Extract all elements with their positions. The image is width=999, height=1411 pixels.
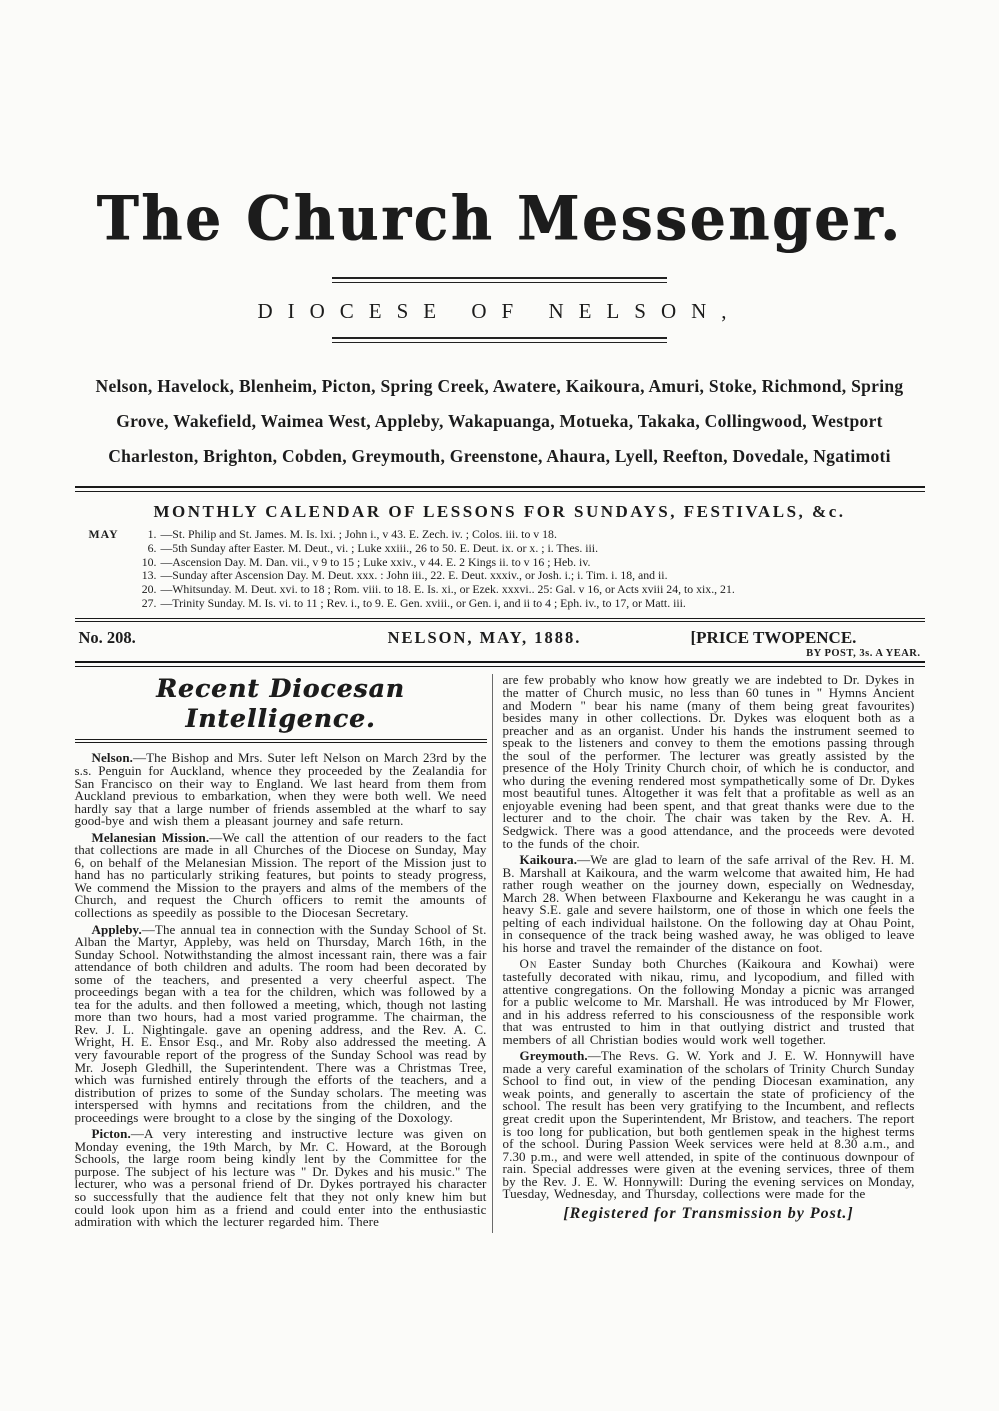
paragraph-easter-sunday: [503, 958, 915, 1046]
section-heading: Recent Diocesan Intelligence.: [156, 674, 405, 734]
article-columns: [75, 674, 925, 1232]
paragraph-picton-continued: [503, 674, 915, 850]
issue-by-post: BY POST, 3s. A YEAR.: [806, 648, 921, 660]
calendar-day: 27.: [141, 595, 157, 610]
diocese-divider: [332, 337, 667, 343]
paragraph-lead: On: [519, 956, 538, 972]
calendar-day: 1.: [147, 527, 157, 542]
registered-post-notice: [Registered for Transmission by Post.]: [563, 1204, 854, 1222]
paragraph-lead: Melanesian Mission.: [91, 829, 210, 845]
paragraph-kaikoura: [503, 854, 915, 954]
calendar-lessons: —Whitsunday. M. Deut. xvi. to 18 ; Rom. viii. to 18. E. Is. xi., or Ezek. xxxvi.. 25: Gal. v 16, or Acts xviii 24, to xix., 21.: [160, 582, 735, 596]
calendar-day: 10.: [141, 554, 157, 569]
calendar-row: [89, 597, 925, 611]
calendar-row: [89, 583, 925, 597]
page-content: [75, 0, 925, 1233]
paragraph-text: —We call the attention of our readers to the fact that collections are made in all Churches of the Diocese on Sunday, May 6, on behalf of the Melanesian Mission. The report of the Mission just to hand has no particularly striking features, but points to steady progress, We commend the Mission to the prayers and alms of the members of the Church, and request the Church officers to remit the amounts of collections as speedily as possible to the Diocesan Secretary.: [74, 829, 487, 920]
paragraph-lead: Picton.: [91, 1126, 131, 1142]
calendar-title: MONTHLY CALENDAR OF LESSONS FOR SUNDAYS, FESTIVALS, &c.: [153, 502, 846, 522]
paragraph-text: —A very interesting and instructive lecture was given on Monday evening, the 19th March, by Mr. C. Howard, at the Borough Schools, the large room being kindly lent by the Committee for the purpose. The subject of his lecture was " Dr. Dykes and his music." The lecturer, who was a personal friend of Dr. Dykes portrayed his character so successfully that the audience felt that they not only knew him but could look upon him as a friend and could enter into the enthusiastic admiration with which the lecturer regarded him. There: [74, 1126, 487, 1230]
parish-list-line: Nelson, Havelock, Blenheim, Picton, Spring Creek, Awatere, Kaikoura, Amuri, Stoke, Richmond, Spring: [95, 376, 904, 397]
left-column: [75, 674, 492, 1232]
paragraph-text: Easter Sunday both Churches (Kaikoura and Kowhai) were tastefully decorated with nikau, rimu, and lycopodium, and filled with attentive congregations. On the following Monday a picnic was arranged for a public welcome to Mr. Marshall. He was introduced by Mr Flower, and in his address referred to his consciousness of the responsible work that was entrusted to him in that outlying district and trusted that members of all Christian bodies would work well together.: [502, 956, 915, 1047]
paragraph-text: —The Revs. G. W. York and J. E. W. Honnywill have made a very careful examination of the scholars of Trinity Church Sunday School to find out, in view of the pending Diocesan examination, any weak points, and generally to ascertain the state of proficiency of the school. The result has been very gratifying to the Incumbent, and reflects great credit upon the Superintendent, Mr Bristow, and teachers. The report is too long for publication, but both gentlemen speak in the highest terms of the school. During Passion Week services were held at 8.30 a.m., and 7.30 p.m., and were well attended, in spite of the continuous downpour of rain. Special addresses were given at the evening services, three of them by the Rev. J. E. W. Honnywill: During the evening services on Monday, Tuesday, Wednesday, and Thursday, collections were made for the: [502, 1048, 915, 1202]
parish-list-line: Charleston, Brighton, Cobden, Greymouth, Greenstone, Ahaura, Lyell, Reefton, Dovedale, Ngatimoti: [108, 446, 891, 467]
calendar-month-label: MAY: [88, 527, 119, 542]
paragraph-text: —The annual tea in connection with the Sunday School of St. Alban the Martyr, Appleby, was held on Thursday, March 16th, in the Sunday School. Notwithstanding the almost incessant rain, there was a fair attendance of both children and adults. The room had been decorated by some of the teachers, and presented a very cheerful aspect. The proceedings began with a tea for the children, which was followed by a tea for the adults. and then followed a meeting, which, though not lasting more than two hours, had a most varied programme. The chairman, the Rev. J. L. Nightingale. gave an opening address, and the Rev. A. C. Wright, H. E. Ensor Esq., and Mr. Roby also addressed the meeting. A very favourable report of the progress of the Sunday School was read by Mr. Joseph Gledhill, the Superintendent. There was a Christmas Tree, which was furnished entirely through the efforts of the teachers, and a distribution of prizes to some of the Sunday scholars. The meeting was interspersed with hymns and recitations from the children, and the proceedings were brought to a close by the singing of the Doxology.: [74, 921, 487, 1125]
heading-divider: [75, 739, 487, 743]
paragraph-lead: Kaikoura.: [519, 852, 578, 868]
calendar-row: [89, 569, 925, 583]
right-column: [492, 674, 915, 1232]
calendar-day: 6.: [147, 540, 157, 555]
calendar-lessons: —St. Philip and St. James. M. Is. lxi. ; John i., v 43. E. Zech. iv. ; Colos. iii. to v 18.: [160, 527, 557, 542]
paragraph-melanesian-mission: [74, 829, 487, 920]
masthead-title: The Church Messenger.: [96, 183, 903, 255]
paragraph-lead: Appleby.: [91, 921, 142, 937]
calendar-lessons: —Trinity Sunday. M. Is. vi. to 11 ; Rev. i., to 9. E. Gen. xviii., or Gen. i, and ii to 4 ; Eph. iv., to 17, or Matt. iii.: [160, 595, 686, 610]
calendar-row: [89, 528, 925, 542]
paragraph-nelson: [75, 752, 487, 827]
calendar-day: 13.: [141, 568, 157, 583]
calendar-row: [89, 556, 925, 570]
calendar-lessons: —Sunday after Ascension Day. M. Deut. xxx. : John iii., 22. E. Deut. xxxiv., or Josh. i.; i. Tim. i. 18, and ii.: [160, 568, 668, 583]
issue-divider-bottom: [75, 661, 925, 667]
paragraph-lead: Greymouth.: [519, 1048, 588, 1064]
paragraph-picton: [75, 1128, 487, 1228]
paragraph-greymouth: [503, 1050, 915, 1201]
masthead-divider: [332, 277, 667, 283]
section-divider: [75, 486, 925, 492]
issue-place-date: NELSON, MAY, 1888.: [387, 628, 582, 648]
calendar-table: [89, 528, 925, 610]
paragraph-appleby: [74, 921, 487, 1125]
issue-line: [75, 622, 925, 661]
calendar-row: [89, 542, 925, 556]
paragraph-lead: Nelson.: [91, 750, 134, 766]
paragraph-text: —The Bishop and Mrs. Suter left Nelson on March 23rd by the s.s. Penguin for Auckland, whence they proceeded by the Zealandia for San Francisco on their way to England. We last heard from them from Auckland previous to embarkation, when they were both well. We need hardly say that a large number of friends assembled at the wharf to say good-bye and wish them a pleasant journey and safe return.: [74, 750, 487, 829]
calendar-lessons: —5th Sunday after Easter. M. Deut., vi. ; Luke xxiii., 26 to 50. E. Deut. ix. or x. ; i. Thes. iii.: [160, 540, 599, 555]
issue-number: No. 208.: [78, 628, 136, 648]
parish-list-line: Grove, Wakefield, Waimea West, Appleby, Wakapuanga, Motueka, Takaka, Collingwood, Westport: [116, 411, 883, 432]
paragraph-text: are few probably who know how greatly we are indebted to Dr. Dykes in the matter of Church music, no less than 60 tunes in " Hymns Ancient and Modern " bear his name (many of them being great favourites) besides many in other collections. Dr. Dykes was eloquent both as a preacher and as an organist. Under his hands the instrument seemed to speak to the listeners and convey to them the emotions passing through the soul of the performer. The lecturer was greatly assisted by the presence of the Holy Trinity Church choir, of which he is conductor, and who during the evening rendered most sympathetically some of Dr. Dykes most beautiful tunes. Altogether it was felt that a profitable as well as an enjoyable evening had been spent, and that great thanks were due to the lecturer and to the choir. The chair was taken by the Rev. A. H. Sedgwick. There was a good attendance, and the proceeds were devoted to the funds of the choir.: [502, 672, 915, 851]
paragraph-text: —We are glad to learn of the safe arrival of the Rev. H. M. B. Marshall at Kaikoura, and the warm welcome that awaited him, He had rather rough weather on the journey down, especially on Wednesday, March 28. When between Flaxbourne and Kekerangu he was caught in a heavy S.E. gale and severe hailstorm, one of those in which one feels the pelting of each individual hailstone. On the following day at Ohau Point, in consequence of the track being washed away, he was obliged to leave his horse and travel the remainder of the distance on foot.: [502, 852, 915, 955]
parish-list: [75, 369, 925, 474]
calendar-day: 20.: [141, 582, 157, 596]
calendar-lessons: —Ascension Day. M. Dan. vii., v 9 to 15 ; Luke xxiv., v 44. E. 2 Kings ii. to v 16 ; Heb. iv.: [160, 554, 591, 569]
issue-price-block: [691, 628, 921, 659]
issue-price: [PRICE TWOPENCE.: [690, 628, 857, 648]
diocese-subtitle: DIOCESE OF NELSON,: [257, 299, 742, 324]
